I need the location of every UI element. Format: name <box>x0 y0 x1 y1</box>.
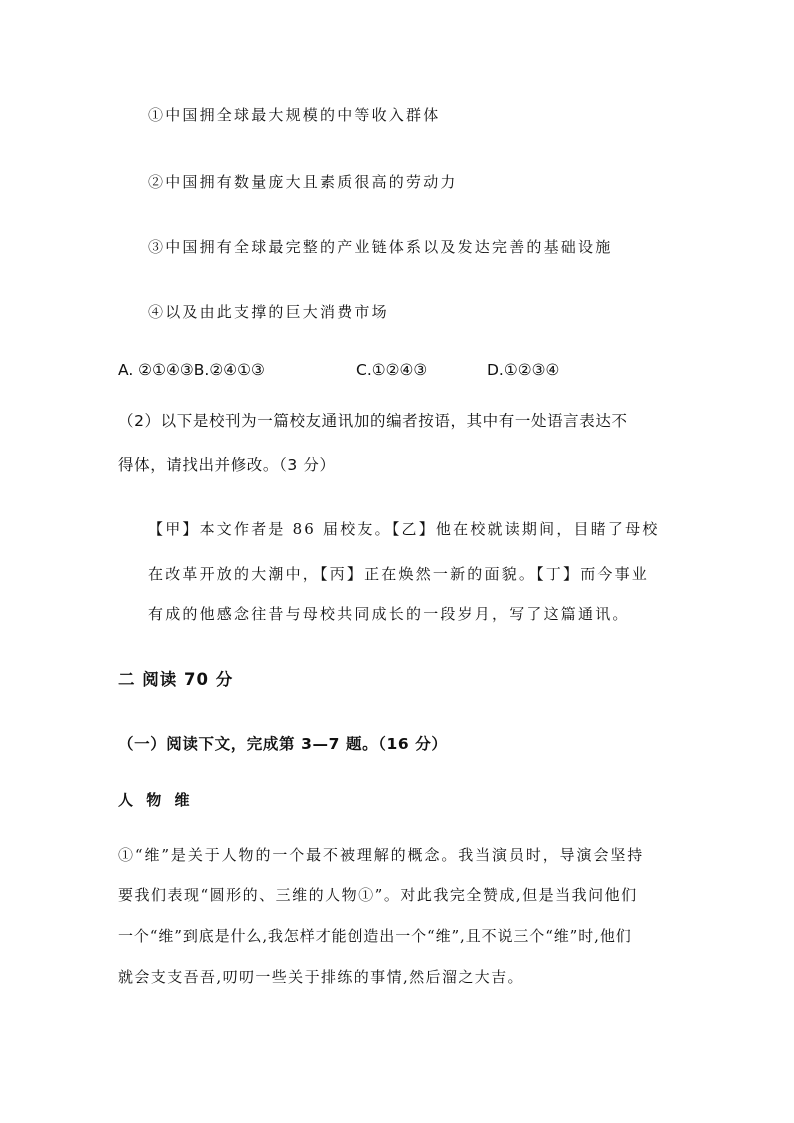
statement-4: ④以及由此支撑的巨大消费市场 <box>148 303 389 321</box>
statement-2: ②中国拥有数量庞大且素质很高的劳动力 <box>148 173 458 191</box>
passage-line-3: 有成的他感念往昔与母校共同成长的一段岁月，写了这篇通讯。 <box>148 605 630 623</box>
section-2-subtitle: （一）阅读下文，完成第 3—7 题。（16 分） <box>118 735 448 753</box>
article-line-2: 要我们表现“圆形的、三维的人物①”。对此我完全赞成,但是当我问他们 <box>118 886 638 904</box>
question-2-line-2: 得体，请找出并修改。（3 分） <box>118 456 336 474</box>
question-2-line-1: （2）以下是校刊为一篇校友通讯加的编者按语，其中有一处语言表达不 <box>118 412 628 430</box>
option-c: C.①②④③ <box>356 361 428 379</box>
article-line-4: 就会支支吾吾,叨叨一些关于排练的事情,然后溜之大吉。 <box>118 968 524 986</box>
statement-1: ①中国拥全球最大规模的中等收入群体 <box>148 106 441 124</box>
article-line-3: 一个“维”到底是什么,我怎样才能创造出一个“维”,且不说三个“维”时,他们 <box>118 927 632 945</box>
option-a-b: A. ②①④③B.②④①③ <box>118 361 265 379</box>
statement-3: ③中国拥有全球最完整的产业链体系以及发达完善的基础设施 <box>148 238 613 256</box>
passage-line-2: 在改革开放的大潮中，【丙】正在焕然一新的面貌。【丁】而今事业 <box>148 565 650 583</box>
article-line-1: ①“维”是关于人物的一个最不被理解的概念。我当演员时，导演会坚持 <box>118 846 645 864</box>
section-2-title: 二 阅读 70 分 <box>118 670 234 689</box>
option-d: D.①②③④ <box>487 361 560 379</box>
passage-line-1: 【甲】本文作者是 86 届校友。【乙】他在校就读期间，目睹了母校 <box>148 520 660 538</box>
article-title: 人 物 维 <box>118 791 194 809</box>
